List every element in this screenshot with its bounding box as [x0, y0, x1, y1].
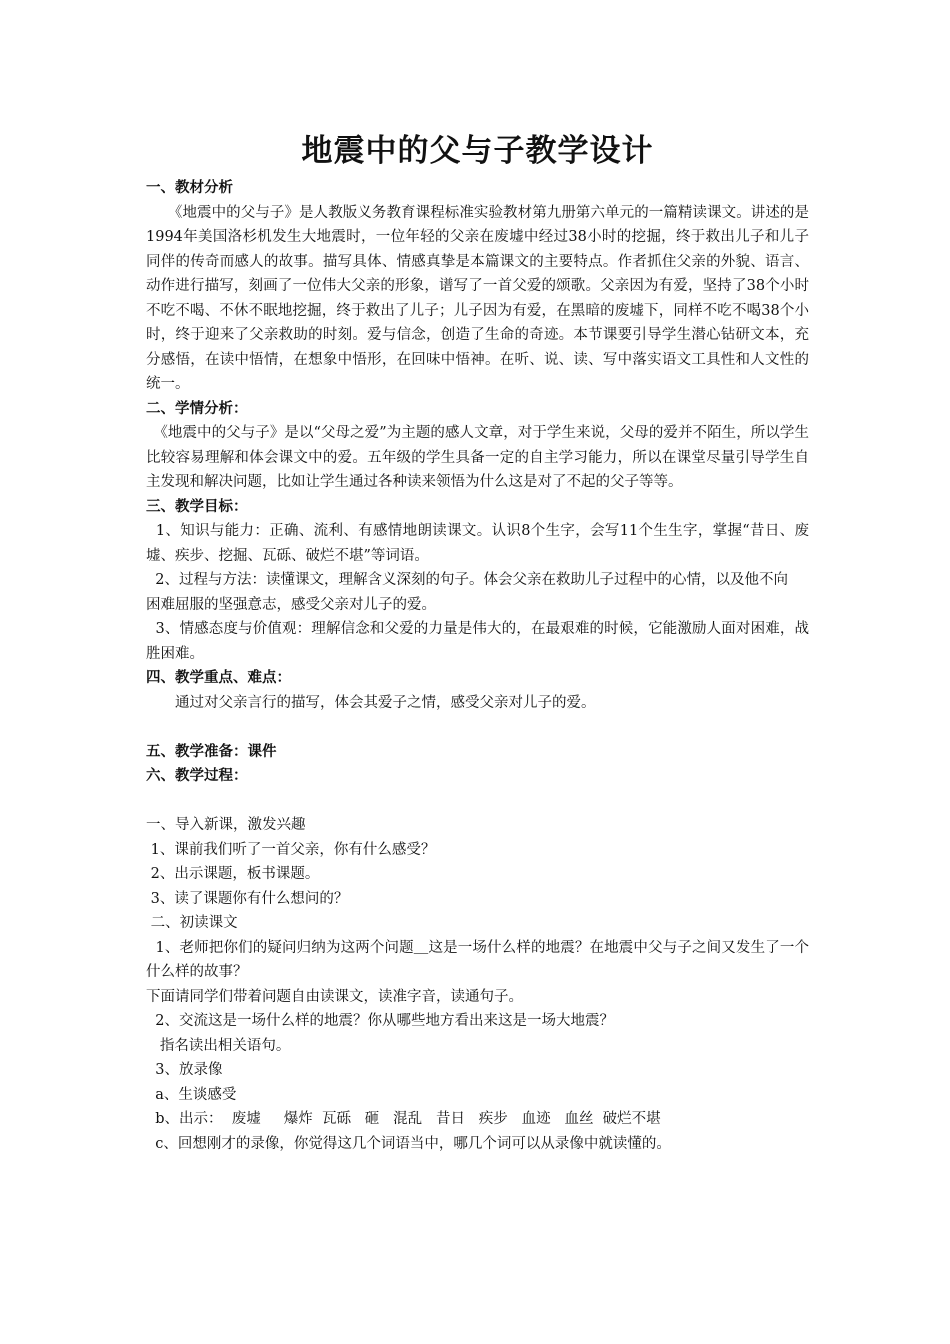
- process-item: 1、老师把你们的疑问归纳为这两个问题＿这是一场什么样的地震？在地震中父与子之间又发生了一个什么样的故事？: [146, 939, 809, 980]
- section-heading-process: 六、教学过程：: [146, 768, 248, 784]
- document-page: [146, 128, 809, 1156]
- process-item: a、生谈感受: [146, 1086, 237, 1103]
- section-heading-key-points: 四、教学重点、难点：: [146, 670, 291, 686]
- goal-knowledge-ability: 1、知识与能力：正确、流利、有感情地朗读课文。认识8个生字，会写11个生生字，掌握“昔日、废墟、疾步、挖掘、瓦砾、破烂不堪”等词语。: [146, 523, 810, 564]
- goal-emotion-values: 3、情感态度与价值观：理解信念和父爱的力量是伟大的，在最艰难的时候，它能激励人面对困难，战胜困难。: [146, 621, 809, 662]
- section-heading-material-analysis: 一、教材分析: [146, 180, 233, 196]
- process-item: 3、放录像: [146, 1062, 223, 1078]
- process-item: c、回想刚才的录像，你觉得这几个词语当中，哪几个词可以从录像中就读懂的。: [146, 1135, 671, 1152]
- process-item: 2、交流这是一场什么样的地震？你从哪些地方看出来这是一场大地震？: [146, 1013, 614, 1029]
- process-step-intro: 一、导入新课，激发兴趣: [146, 817, 306, 833]
- process-item: 2、出示课题，板书课题。: [146, 866, 320, 882]
- section-heading-teaching-goals: 三、教学目标：: [146, 498, 248, 515]
- process-item: 指名读出相关语句。: [146, 1037, 291, 1054]
- student-analysis-text: 《地震中的父与子》是以“父母之爱”为主题的感人文章，对于学生来说，父母的爱并不陌生，所以学生比较容易理解和体会课文中的爱。五年级的学生具备一定的自主学习能力，所以在课堂尽量引导学生自主发现和解决问题，比如让学生通过各种读来领悟为什么这是对了不起的父子等等。: [146, 425, 809, 490]
- goal-process-method-continued: 困难屈服的坚强意志，感受父亲对儿子的爱。: [146, 596, 436, 613]
- process-item: 3、读了课题你有什么想问的？: [146, 890, 349, 907]
- process-item: 1、课前我们听了一首父亲，你有什么感受？: [146, 841, 436, 858]
- blank-line: [146, 789, 809, 814]
- blank-line: [146, 715, 809, 740]
- section-heading-student-analysis: 二、学情分析：: [146, 400, 248, 417]
- section-heading-preparation: 五、教学准备：课件: [146, 743, 277, 760]
- process-step-first-reading: 二、初读课文: [146, 915, 238, 931]
- process-item: 下面请同学们带着问题自由读课文，读准字音，读通句子。: [146, 988, 523, 1005]
- material-analysis-text: 《地震中的父与子》是人教版义务教育课程标准实验教材第九册第六单元的一篇精读课文。讲述的是1994年美国洛杉机发生大地震时，一位年轻的父亲在废墟中经过38小时的挖掘，终于救出儿子和儿子同伴的传奇而感人的故事。描写具体、情感真挚是本篇课文的主要特点。作者抓住父亲的外貌、语言、动作进行描写，刻画了一位伟大父亲的形象，谱写了一首父爱的颂歌。父亲因为有爱，坚持了38个小时不吃不喝、不休不眠地挖掘，终于救出了儿子；儿子因为有爱，在黑暗的废墟下，同样不吃不喝38个小时，终于迎来了父亲救助的时刻。爱与信念，创造了生命的奇迹。本节课要引导学生潜心钻研文本，充分感悟，在读中悟情，在想象中悟形，在回味中悟神。在听、说、读、写中落实语文工具性和人文性的统一。: [146, 204, 809, 392]
- document-title: 地震中的父与子教学设计: [301, 133, 654, 169]
- key-points-text: 通过对父亲言行的描写，体会其爱子之情，感受父亲对儿子的爱。: [146, 694, 596, 711]
- goal-process-method: 2、过程与方法：读懂课文，理解含义深刻的句子。体会父亲在救助儿子过程中的心情，以及他不向: [146, 572, 788, 588]
- process-item-vocabulary: b、出示： 废墟 爆炸 瓦砾 砸 混乱 昔日 疾步 血迹 血丝 破烂不堪: [146, 1111, 661, 1127]
